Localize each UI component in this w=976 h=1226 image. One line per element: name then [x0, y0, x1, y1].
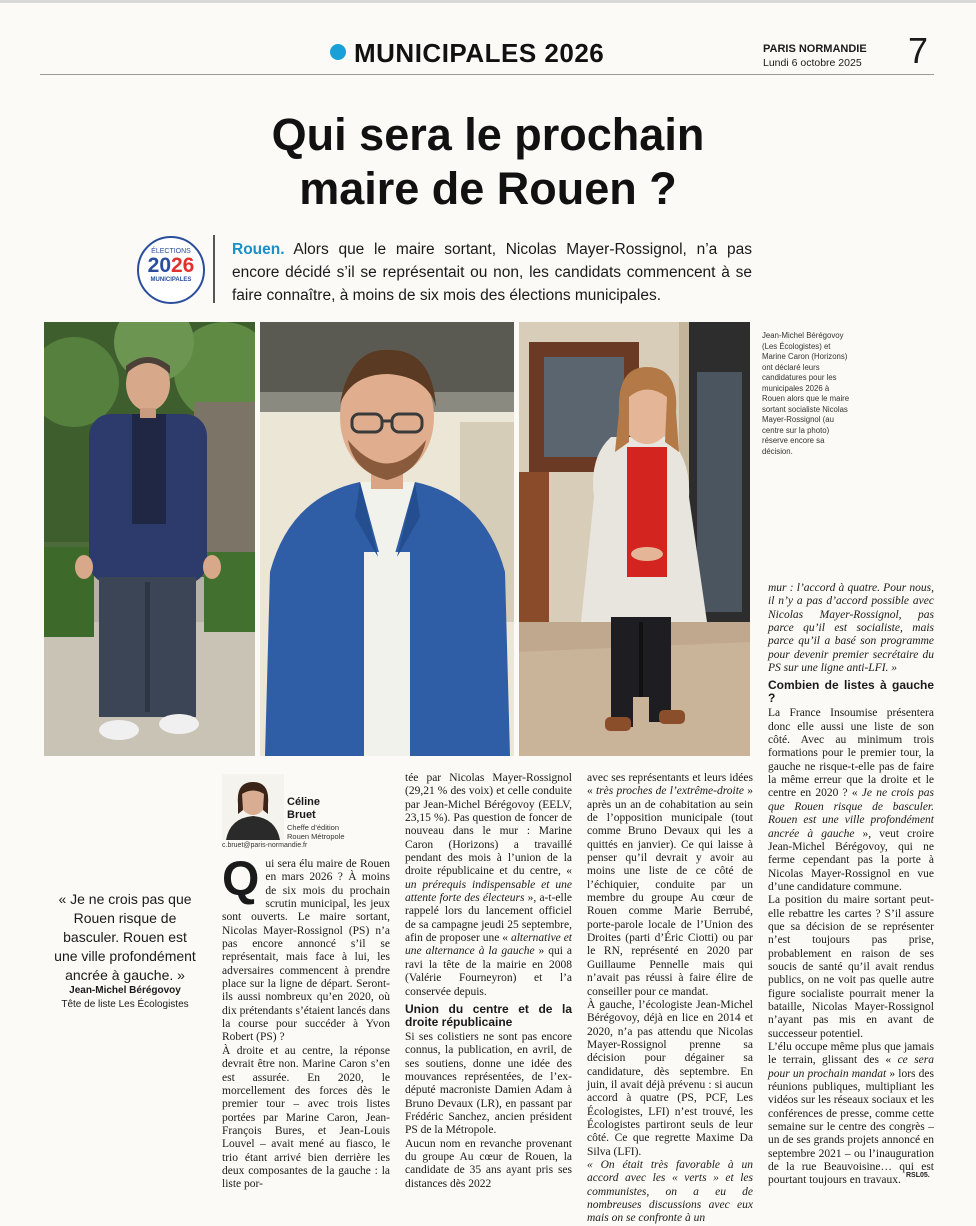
- c3p1b: » après un an de cohabitation au sein de l’opposition municipale (tout comme Bruno Devaux qui les a quittés en janvier). Ce qui laisse à penser qu’il devrait y avoir au moins une liste de ce côté de l’échiquier, conduite par un membre du groupe Au cœur de Rouen comme Marie Berrubé, porte-parole locale de l’Union des Droites (parti d’Éric Ciotti) ou par le RN, représenté en 2020 par Guillaume Pennelle mais qui n’avait pas réussi à faire élire de conseiller pour ce mandat.: [587, 785, 754, 998]
- dateline: Rouen.: [232, 241, 285, 258]
- subheading-union: Union du centre et de la droite républicaine: [405, 1001, 572, 1029]
- c3p3-quote: « On était très favorable à un accord avec les « verts » et les communistes, on a eu de nombreuses discussions avec eux mais on se confronte à un: [587, 1158, 753, 1225]
- c4p2b: », veut croire Jean-Michel Bérégovoy, qui ne ferme cependant pas la porte à Nicolas Mayer-Rossignol en vue d’une candidature commune.: [768, 827, 934, 893]
- photo-candidate-left: [44, 322, 255, 756]
- logo-year-b: 26: [171, 254, 195, 277]
- title-line-1: Qui sera le prochain: [271, 109, 705, 160]
- photo-right-illustration: [519, 322, 750, 756]
- c4p4b: » lors des réunions publiques, multipliant les vidéos sur les réseaux sociaux et les conférences de presse, comme cette semaine sur le centre des congrès – un de ses grands projets annoncé en septembre 2021 – ou l’inauguration de la rue Beauvoisine… qui est pourtant toujours en travaux.: [768, 1067, 934, 1187]
- c3p1-quote: très proches de l’extrême-droite: [595, 785, 745, 798]
- column-2-paragraph-3: Aucun nom en revanche provenant du groupe Au cœur de Rouen, la candidate de 35 ans ayant pris ses distances dès 2022: [405, 1137, 572, 1190]
- article-column-2: [405, 772, 572, 1191]
- column-1-paragraph-1: [222, 853, 390, 1045]
- c4p4-quote: ce sera pour un prochain mandat: [768, 1054, 935, 1080]
- issue-date: Lundi 6 octobre 2025: [763, 57, 862, 69]
- column-3-paragraph-1: [587, 772, 753, 999]
- photo-left-illustration: [44, 322, 255, 756]
- author-role-line-1: Cheffe d’édition: [287, 823, 339, 832]
- c3p1a: avec ses représentants et leurs idées «: [587, 772, 753, 798]
- author-name: [287, 796, 320, 822]
- author-role: [287, 823, 345, 841]
- c2p1a: tée par Nicolas Mayer-Rossignol (29,21 % des voix) et celle conduite par Jean-Michel Bérégovoy (EELV, 23,15 %). Pas question de foncer de nouveau dans le mur : Marine Caron (Horizons) a travaillé pendant des mois à l’union de la droite républicaine et du centre, «: [405, 772, 572, 878]
- c2p1b: », a-t-elle rappelé lors du lancement officiel de sa campagne jeudi 25 septembre, afin de proposer une «: [405, 892, 573, 945]
- c2p1c: » qui a ravi la tête de la mairie en 2008 (Valérie Fourneyron) et l’a conservée depuis.: [405, 945, 572, 998]
- logo-year: [139, 255, 203, 277]
- lead-text: Alors que le maire sortant, Nicolas Mayer-Rossignol, n’a pas encore décidé s’il se représentait ou non, les candidats commencent à se faire connaître, à moins de six mois des élections municipales.: [232, 241, 752, 304]
- photo-mayor-center: [260, 322, 514, 756]
- pull-quote-role: Tête de liste Les Écologistes: [61, 999, 189, 1010]
- photo-candidate-right: [519, 322, 750, 756]
- drop-cap: Q: [222, 853, 260, 906]
- photo-center-illustration: [260, 322, 514, 756]
- column-1-paragraph-2: À droite et au centre, la réponse devrait être non. Marine Caron s’en est assurée. En 2020, le morcellement des forces dès le premier tour – avec trois listes portées par Marine Caron, Jean-François Bures, et Jean-Louis Louvel – avait mené au fiasco, le trio étant arrivé bien derrière les deux composantes de la gauche : la liste por-: [222, 1044, 390, 1191]
- article-column-3: [587, 772, 753, 1226]
- pull-quote-author: Jean-Michel Bérégovoy: [69, 985, 181, 996]
- rubric-label: MUNICIPALES 2026: [354, 38, 605, 68]
- logo-year-a: 20: [147, 254, 171, 277]
- section-rubric: [330, 38, 604, 69]
- column-4-paragraph-2: [768, 707, 934, 894]
- column-4-paragraph-1: [768, 582, 934, 675]
- c4p2a: La France Insoumise présentera donc elle aussi une liste de son côté. Avec au minimum trois formations pour le premier tour, la gauche ne risque-t-elle pas de faire la même erreur que la droite et le centre en 2020 ? «: [768, 707, 934, 800]
- bullet-icon: [330, 44, 346, 60]
- c4p2-quote: Je ne crois pas que Rouen risque de basculer. Rouen est une ville profondément ancrée à gauche: [768, 787, 934, 840]
- author-first-name: Céline: [287, 796, 321, 808]
- author-last-name: Bruet: [287, 809, 316, 821]
- column-2-paragraph-2: Si ses colistiers ne sont pas encore connus, la publication, en avril, de ses soutiens, donne une idée des mouvances représentées, de l’ex-député macroniste Damien Adam à Bruno Devaux (LR), en passant par Frédéric Sanchez, ancien président PS de la Métropole.: [405, 1030, 572, 1137]
- photo-caption: Jean-Michel Bérégovoy (Les Écologistes) et Marine Caron (Horizons) ont déclaré leurs candidatures pour les municipales 2026 à Rouen alors que le maire sortant socialiste Nicolas Mayer-Rossignol (au centre sur la photo) réserve encore sa décision.: [762, 331, 850, 456]
- article-column-1: [222, 853, 390, 1192]
- elections-2026-logo: [137, 236, 205, 304]
- c4p1-quote: mur : l’accord à quatre. Pour nous, il n’y a pas d’accord possible avec Nicolas Mayer-Rossignol, pas parce qu’il est socialiste, mais parce qu’il a basé son programme pour devenir premier secrétaire du PS sur une ligne anti-LFI. »: [768, 582, 934, 675]
- c2p1-quote-1: un prérequis indispensable et une attente forte des électeurs: [405, 878, 572, 905]
- column-4-paragraph-3: La position du maire sortant peut-elle rebattre les cartes ? S’il assure que sa décision de se représenter n’est toujours pas prise, probablement en raison de ses soucis de santé qu’il avait rendus publics, on ne voit pas quelle autre figure socialiste pourrait mener la bataille, Nicolas Mayer-Rossignol n’ayant pas mis en avant de successeur potentiel.: [768, 894, 934, 1040]
- author-avatar: [222, 774, 284, 840]
- column-3-paragraph-2: À gauche, l’écologiste Jean-Michel Bérégovoy, déjà en lice en 2014 et 2020, n’a pas attendu que Nicolas Mayer-Rossignol prenne sa décision pour dégainer sa candidature, dès septembre. En juin, il avait déjà prévenu : si aucun accord à quatre (PS, PCF, Les Écologistes, LFI) n’est trouvé, les Écologistes partiront seuls de leur côté. Ce que regrette Maxime Da Silva (LFI).: [587, 998, 753, 1158]
- page-signature: RSL05.: [906, 1172, 930, 1179]
- page-number: 7: [908, 30, 929, 71]
- header-rule: [40, 74, 934, 75]
- c4p4a: L’élu occupe même plus que jamais le terrain, glissant des «: [768, 1041, 934, 1067]
- column-1-text-1: ui sera élu maire de Rouen en mars 2026 ? À moins de six mois du prochain scrutin municipal, les jeux sont ouverts. Le maire sortant, Nicolas Mayer-Rossignol (PS) n’a pas encore annoncé s’il se représentait, mais face à lui, les adversaires commencent à prendre place sur la ligne de départ. Seront-ils aussi nombreux qu’en 2020, où dix prétendants s’étaient lancés dans la course pour succéder à Yvon Robert (PS) ?: [222, 858, 390, 1044]
- lead-paragraph: [232, 238, 752, 307]
- author-role-line-2: Rouen Métropole: [287, 832, 345, 841]
- title-line-2: maire de Rouen ?: [299, 163, 677, 214]
- page-title: [60, 108, 916, 216]
- top-divider: [0, 0, 976, 3]
- column-2-paragraph-1: [405, 772, 572, 999]
- logo-top-text: ÉLECTIONS: [151, 248, 191, 255]
- logo-bottom-text: MUNICIPALES: [150, 277, 192, 283]
- article-column-4: [768, 582, 934, 1188]
- pull-quote: « Je ne crois pas que Rouen risque de basculer. Rouen est une ville profondément ancrée à gauche. »: [54, 891, 196, 983]
- column-4-paragraph-4: [768, 1041, 934, 1188]
- author-email[interactable]: c.bruet@paris-normandie.fr: [222, 842, 308, 849]
- subheading-gauche: Combien de listes à gauche ?: [768, 678, 934, 706]
- chapo-divider: [213, 235, 215, 303]
- author-photo-illustration: [222, 774, 284, 840]
- c2p1-quote-2: alternative et une alternance à la gauche: [405, 932, 572, 958]
- paper-name: PARIS NORMANDIE: [763, 43, 867, 55]
- column-3-paragraph-3: [587, 1159, 753, 1226]
